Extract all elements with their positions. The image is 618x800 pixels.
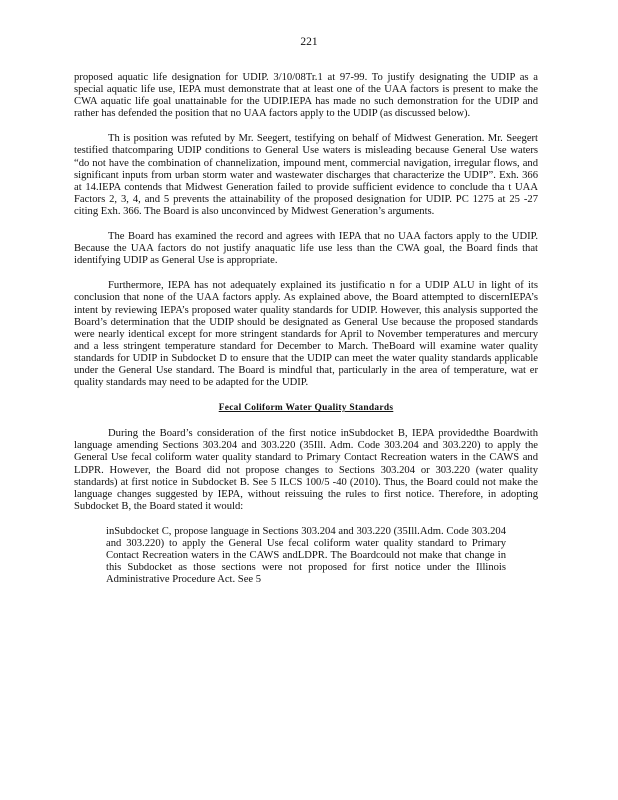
paragraph-seegert-testimony: Th is position was refuted by Mr. Seegert, testifying on behalf of Midwest Generation. Mr. Seegert testified thatcomparing UDIP conditions to General Use waters is misleading because General Use waters “do not have the combination of channelization, impound ment, commercial navigation, irregular flows, and significant inputs from urban storm water and wastewater discharges that characterize the UDIP”. Exh. 366 at 14.IEPA contends that Midwest Generation failed to provide sufficient evidence to conclude tha t UAA Factors 2, 3, 4, and 5 prevents the attainability of the proposed designation for UDIP. PC 1275 at 25 -27 citing Exh. 366. The Board is also unconvinced by Midwest Generation’s arguments.: [74, 133, 538, 217]
block-quote: inSubdocket C, propose language in Sections 303.204 and 303.220 (35Ill.Adm. Code 303.204 and 303.220) to apply the General Use fecal coliform water quality standard to Primary Contact Recreation waters in the CAWS andLDPR. The Boardcould not make that change in this Subdocket as those sections were not proposed for first notice under the Illinois Administrative Procedure Act. See 5: [106, 525, 506, 586]
paragraph-udip-designation: proposed aquatic life designation for UDIP. 3/10/08Tr.1 at 97-99. To justify designating the UDIP as a special aquatic life use, IEPA must demonstrate that at least one of the UAA factors is present to make the CWA aquatic life goal unattainable for the UDIP.IEPA has made no such demonstration for the UDIP and rather has defended the position that no UAA factors apply to the UDIP (as discussed below).: [74, 72, 538, 120]
section-heading: Fecal Coliform Water Quality Standards: [218, 403, 394, 414]
paragraph-fecal-coliform: During the Board’s consideration of the first notice inSubdocket B, IEPA providedthe Boardwith language amending Sections 303.204 and 303.220 (35Ill. Adm. Code 303.204 and 303.220) to apply the General Use fecal coliform water quality standard to Primary Contact Recreation waters in the CAWS and LDPR. However, the Board did not propose changes to Sections 303.204 or 303.220 (water quality standards) at first notice in Subdocket B. See 5 ILCS 100/5 -40 (2010). Thus, the Board could not make the language changes suggested by IEPA, without reissuing the rules to first notice. Therefore, in adopting Subdocket B, the Board stated it would:: [74, 428, 538, 512]
paragraph-furthermore: Furthermore, IEPA has not adequately explained its justificatio n for a UDIP ALU in light of its conclusion that none of the UAA factors apply. As explained above, the Board attempted to discernIEPA’s intent by reviewing IEPA’s proposed water quality standards for UDIP. However, this analysis supported the Board’s determination that the UDIP should be designated as General Use because the proposed standards were nearly identical except for more stringent standards for April to November temperatures and mercury and a less stringent temperature standard for December to March. TheBoard will examine water quality standards for UDIP in Subdocket D to ensure that the UDIP can meet the water quality standards applicable under the General Use standard. The Board is mindful that, particularly in the area of temperature, wat er quality standards may need to be adapted for the UDIP.: [74, 280, 538, 389]
paragraph-board-finding: The Board has examined the record and agrees with IEPA that no UAA factors apply to the UDIP. Because the UAA factors do not justify anaquatic life use less than the CWA goal, the Board finds that identifying UDIP as General Use is appropriate.: [74, 231, 538, 267]
page-number: 221: [300, 36, 318, 48]
page-body: [74, 72, 538, 586]
